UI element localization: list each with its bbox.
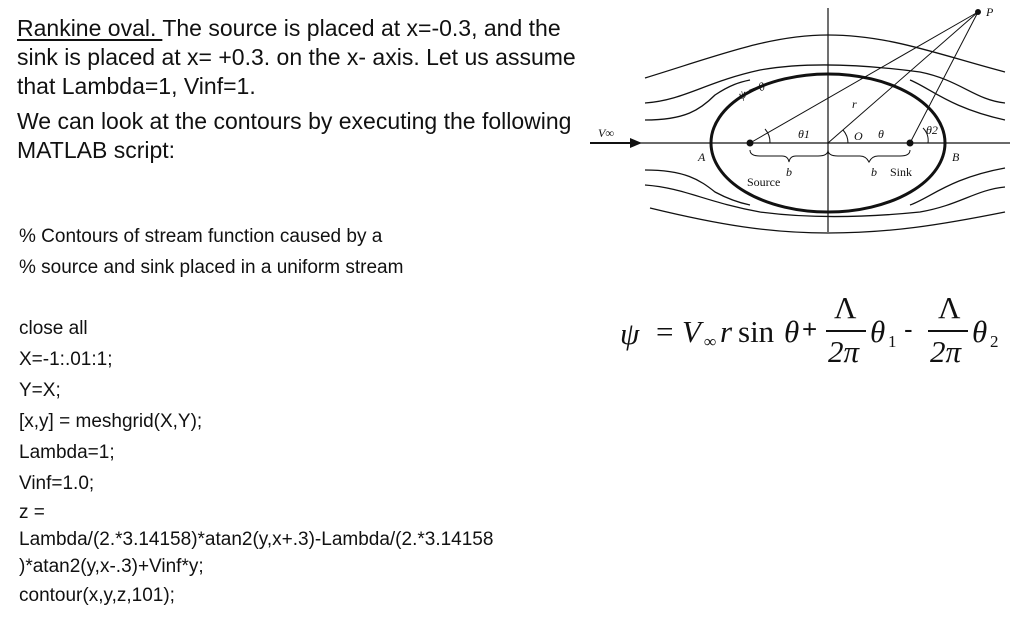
code-line: Vinf=1.0; [19, 473, 95, 494]
eq-lambda-1: Λ [834, 290, 857, 325]
brace-left [750, 150, 828, 162]
point-p [976, 10, 981, 15]
label-b-right: b [871, 165, 877, 179]
label-p: P [986, 5, 994, 19]
eq-sub2: 2 [990, 332, 999, 351]
code-line: close all [19, 318, 88, 339]
code-line: [x,y] = meshgrid(X,Y); [19, 411, 203, 432]
eq-theta1: θ [870, 314, 886, 349]
eq-theta: θ [784, 314, 800, 349]
eq-lambda-2: Λ [938, 290, 961, 325]
brace-right [828, 150, 910, 162]
eq-inf-sub: ∞ [704, 332, 717, 351]
intro-text: The source is placed at x=-0.3, and the sink is placed at x= +0.3. on the x- axis. Let us assume that Lambda=1, Vinf=1. [17, 15, 576, 99]
code-line: )*atan2(y,x-.3)+Vinf*y; [19, 556, 204, 577]
code-line: contour(x,y,z,101); [19, 585, 175, 606]
eq-sin: sin [738, 314, 775, 349]
label-vinf: V∞ [598, 126, 614, 140]
eq-equals: = [656, 314, 674, 349]
eq-r: r [720, 314, 733, 349]
script-intro-text: We can look at the contours by executing the following MATLAB script: [17, 108, 572, 163]
matlab-code [19, 313, 493, 611]
stream-function-equation [620, 292, 1020, 382]
comment-line: % Contours of stream function caused by a [19, 226, 383, 247]
code-line: Y=X; [19, 380, 61, 401]
theta-arc [843, 130, 848, 143]
eq-two-pi-2: 2π [930, 334, 962, 369]
label-source: Source [747, 175, 781, 189]
eq-theta2: θ [972, 314, 988, 349]
label-theta2: θ2 [926, 123, 938, 137]
rankine-oval-diagram [590, 0, 1020, 240]
code-line: X=-1:.01:1; [19, 349, 113, 370]
eq-sub1: 1 [888, 332, 897, 351]
fraction-bar-2 [928, 330, 968, 332]
label-a: A [698, 150, 706, 164]
label-theta1: θ1 [798, 127, 810, 141]
code-line: z = [19, 502, 45, 523]
eq-two-pi-1: 2π [828, 334, 860, 369]
comment-line: % source and sink placed in a uniform stream [19, 257, 404, 278]
code-line: Lambda/(2.*3.14158)*atan2(y,x+.3)-Lambda/(2.*3.14158 [19, 529, 494, 550]
label-sink: Sink [890, 165, 913, 179]
intro-paragraph [17, 14, 587, 101]
label-r: r [852, 97, 857, 111]
eq-minus: - [904, 314, 913, 344]
arrowhead-icon [630, 138, 642, 148]
theta1-arc [765, 129, 770, 143]
code-line: Lambda=1; [19, 442, 115, 463]
label-o: O [854, 129, 863, 143]
label-theta: θ [878, 127, 884, 141]
code-comments [19, 221, 403, 283]
label-psi0: ψ = 0 [736, 78, 767, 103]
label-b-left: b [786, 165, 792, 179]
eq-v: V [682, 314, 701, 349]
eq-psi: ψ [620, 316, 640, 351]
slide-title: Rankine oval. [17, 15, 163, 41]
fraction-bar-1 [826, 330, 866, 332]
label-b-point: B [952, 150, 960, 164]
eq-plus: + [802, 314, 818, 344]
